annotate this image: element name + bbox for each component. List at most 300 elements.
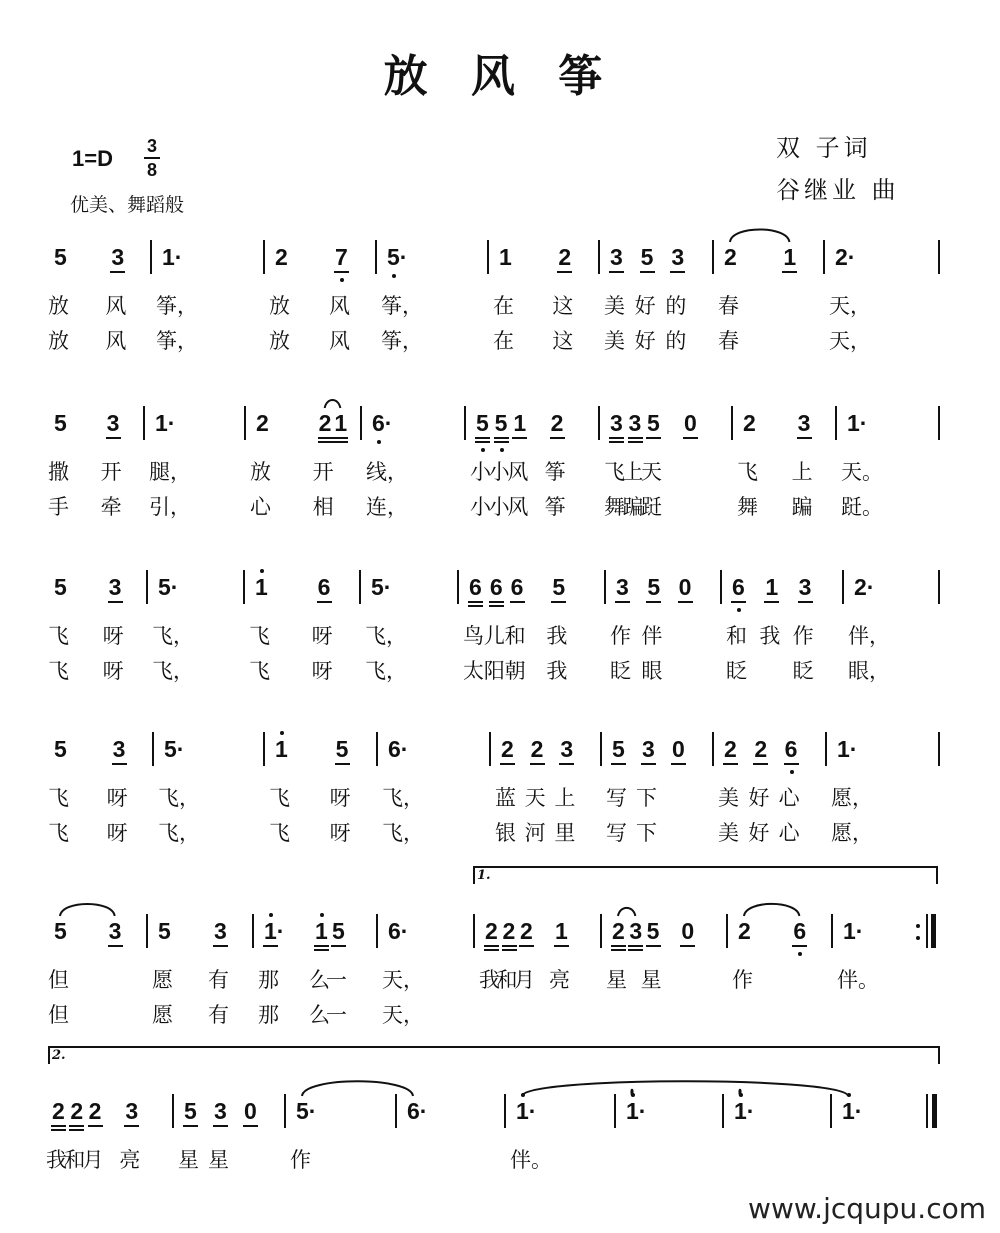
note-number: 1 — [275, 736, 288, 762]
note-digit — [798, 410, 811, 436]
note-number: 5 — [54, 736, 67, 762]
repeat-barline-thin — [926, 914, 928, 948]
note-digit — [612, 736, 625, 762]
lyric-1: 上 — [791, 460, 813, 484]
lyric-2: 阳 — [483, 659, 505, 683]
high-octave-dot — [631, 1093, 635, 1097]
lyric-2: 跹。 — [841, 495, 883, 519]
note-number: 1 — [555, 918, 568, 944]
barline — [938, 732, 940, 766]
note-number: 5 — [387, 244, 400, 270]
note-digit — [214, 1098, 227, 1124]
augmentation-dot: · — [384, 410, 393, 436]
note-digit — [551, 410, 564, 436]
underline — [512, 437, 527, 439]
lyric-2: 筝， — [156, 329, 198, 353]
high-octave-dot — [521, 1093, 525, 1097]
repeat-dot — [916, 936, 920, 940]
lyric-1: 飞 — [737, 460, 758, 484]
note-number: 2 — [52, 1098, 65, 1124]
lyric-2: 蹁 — [791, 495, 813, 519]
composer-credit: 谷继业 曲 — [776, 176, 900, 204]
underline — [557, 271, 572, 273]
note-number: 6 — [407, 1098, 420, 1124]
lyric-2: 心 — [250, 495, 271, 519]
underline — [646, 945, 661, 947]
barline — [152, 732, 154, 766]
lyric-1: 在 — [493, 294, 514, 318]
underline — [314, 945, 329, 947]
note-number: 3 — [125, 1098, 139, 1124]
barline — [395, 1094, 397, 1128]
underline — [489, 601, 504, 603]
note-number: 5 — [296, 1098, 309, 1124]
lyric-2: 小 — [470, 495, 491, 519]
lyric-1: 作 — [610, 624, 631, 648]
slur-arc — [618, 908, 635, 916]
slur-arc — [60, 904, 115, 916]
lyric-2: 下 — [636, 821, 657, 845]
lyric-1: 放 — [250, 460, 271, 484]
lyric-1: 筝 — [544, 460, 566, 484]
lyric-1: 伴 — [641, 624, 663, 648]
underline — [500, 763, 515, 765]
note-digit — [743, 410, 756, 436]
underline — [628, 437, 643, 439]
note-number: 3 — [629, 918, 643, 944]
barline — [938, 240, 940, 274]
barline — [284, 1094, 286, 1128]
low-octave-dot — [481, 448, 485, 452]
note-number: 5 — [158, 918, 171, 944]
note-number: 5 — [332, 918, 345, 944]
lyric-1: 放 — [48, 294, 69, 318]
underline — [797, 437, 812, 439]
augmentation-dot: · — [419, 1098, 428, 1124]
high-octave-dot — [847, 1093, 851, 1097]
note-number: 2 — [854, 574, 867, 600]
note-number: 2 — [835, 244, 848, 270]
note-digit — [256, 410, 269, 436]
note-number: 1 — [765, 574, 779, 600]
underline — [333, 437, 348, 439]
lyric-1: 伴。 — [510, 1148, 552, 1172]
lyric-1: 好 — [748, 786, 770, 810]
lyric-2: 舞 — [604, 495, 625, 519]
note-digit — [184, 1098, 197, 1124]
note-number: 1 — [734, 1098, 747, 1124]
note-number: 5 — [494, 410, 508, 436]
note-number: 0 — [678, 574, 692, 600]
barline — [823, 240, 825, 274]
augmentation-dot: · — [638, 1098, 647, 1124]
note-digit — [387, 244, 407, 270]
note-number: 6 — [372, 410, 385, 436]
lyric-1: 和 — [504, 624, 526, 648]
augmentation-dot: · — [174, 244, 183, 270]
lyric-2: 眼， — [848, 659, 890, 683]
note-number: 1 — [843, 918, 856, 944]
barline — [938, 570, 940, 604]
note-number: 2 — [724, 736, 737, 762]
underline — [551, 601, 566, 603]
underline — [530, 763, 545, 765]
lyric-1: 作 — [732, 968, 753, 992]
note-digit — [490, 574, 503, 600]
note-number: 1 — [847, 410, 860, 436]
barline — [376, 914, 378, 948]
note-digit — [516, 1098, 536, 1124]
lyric-2: 呀 — [106, 821, 128, 845]
lyric-1: 下 — [636, 786, 657, 810]
lyric-2: 飞， — [158, 821, 200, 845]
song-title: 放 风 筝 — [383, 51, 617, 102]
lyric-2: 呀 — [102, 659, 124, 683]
lyric-2: 河 — [524, 821, 546, 845]
barline — [375, 240, 377, 274]
augmentation-dot: · — [399, 244, 408, 270]
note-number: 2 — [724, 244, 737, 270]
lyric-2: 银 — [495, 821, 516, 845]
underline — [683, 437, 698, 439]
note-digit — [109, 574, 122, 600]
lyric-1: 风 — [105, 294, 127, 318]
note-digit — [681, 918, 694, 944]
underline — [88, 1125, 103, 1127]
note-number: 1 — [255, 574, 268, 600]
lyric-1: 亮 — [549, 968, 570, 992]
barline — [146, 570, 148, 604]
note-number: 5 — [54, 410, 67, 436]
high-octave-dot — [320, 913, 324, 917]
underline — [489, 605, 504, 607]
lyric-1: 作 — [290, 1148, 311, 1172]
note-digit — [54, 918, 67, 944]
note-number: 0 — [681, 918, 695, 944]
note-number: 2 — [256, 410, 269, 436]
barline — [614, 1094, 616, 1128]
underline — [263, 945, 278, 947]
note-number: 3 — [111, 244, 125, 270]
augmentation-dot: · — [167, 410, 176, 436]
note-digit — [318, 574, 331, 600]
underline — [671, 763, 686, 765]
note-number: 3 — [610, 244, 623, 270]
barline — [376, 732, 378, 766]
final-barline-thick — [932, 1094, 937, 1128]
high-octave-dot — [280, 731, 284, 735]
underline — [798, 601, 813, 603]
underline — [110, 271, 125, 273]
augmentation-dot: · — [855, 918, 864, 944]
augmentation-dot: · — [276, 918, 285, 944]
lyric-1: 亮 — [119, 1148, 141, 1172]
note-digit — [503, 918, 516, 944]
lyric-1: 愿， — [831, 786, 873, 810]
barline — [938, 406, 940, 440]
lyric-2: 飞 — [269, 821, 290, 845]
lyric-2: 美 — [604, 329, 625, 353]
note-digit — [616, 574, 629, 600]
underline — [112, 763, 127, 765]
note-digit — [555, 918, 568, 944]
lyric-1: 开 — [100, 460, 122, 484]
note-number: 2 — [502, 918, 516, 944]
underline — [51, 1129, 66, 1131]
note-digit — [155, 410, 175, 436]
note-digit — [612, 918, 625, 944]
note-number: 0 — [672, 736, 685, 762]
barline — [150, 240, 152, 274]
lyric-1: 飞 — [48, 624, 69, 648]
augmentation-dot: · — [383, 574, 392, 600]
note-number: 2 — [612, 918, 625, 944]
lyric-2: 眨 — [792, 659, 814, 683]
note-digit — [647, 410, 660, 436]
note-number: 6 — [489, 574, 503, 600]
note-digit — [513, 410, 526, 436]
lyric-2: 但 — [48, 1003, 69, 1027]
barline — [172, 1094, 174, 1128]
barline — [457, 570, 459, 604]
lyric-1: 和 — [496, 968, 518, 992]
note-digit — [642, 736, 655, 762]
lyric-1: 的 — [665, 294, 687, 318]
note-digit — [255, 574, 268, 600]
note-digit — [54, 574, 67, 600]
underline — [475, 437, 490, 439]
augmentation-dot: · — [849, 736, 858, 762]
augmentation-dot: · — [866, 574, 875, 600]
note-number: 1 — [155, 410, 168, 436]
underline — [335, 763, 350, 765]
note-number: 5 — [164, 736, 177, 762]
note-digit — [52, 1098, 65, 1124]
note-digit — [560, 736, 573, 762]
underline — [317, 601, 332, 603]
note-digit — [754, 736, 767, 762]
note-number: 6 — [317, 574, 331, 600]
barline — [146, 914, 148, 948]
time-denominator: 8 — [146, 160, 157, 180]
note-digit — [647, 918, 660, 944]
note-number: 1 — [315, 918, 328, 944]
note-number: 2 — [550, 410, 564, 436]
underline — [314, 949, 329, 951]
barline — [489, 732, 491, 766]
note-number: 2 — [275, 244, 288, 270]
note-digit — [111, 244, 124, 270]
lyric-1: 和 — [64, 1148, 86, 1172]
note-number: 3 — [797, 410, 811, 436]
note-number: 5 — [647, 410, 660, 436]
note-digit — [319, 410, 332, 436]
note-digit — [214, 918, 227, 944]
lyric-1: 好 — [634, 294, 656, 318]
augmentation-dot: · — [308, 1098, 317, 1124]
lyric-1: 这 — [552, 294, 574, 318]
slur-arc — [522, 1081, 848, 1096]
lyric-1: 飞 — [249, 624, 270, 648]
note-digit — [162, 244, 182, 270]
slur-arc — [730, 229, 789, 242]
augmentation-dot: · — [400, 918, 409, 944]
lyric-2: 天， — [382, 1003, 424, 1027]
lyric-1: 筝， — [156, 294, 198, 318]
note-number: 3 — [214, 1098, 227, 1124]
underline — [609, 437, 624, 439]
lyric-1: 腿， — [149, 460, 191, 484]
lyric-1: 伴， — [848, 624, 890, 648]
low-octave-dot — [392, 274, 396, 278]
note-number: 2 — [738, 918, 751, 944]
note-number: 5 — [335, 736, 349, 762]
note-digit — [109, 918, 122, 944]
note-digit — [244, 1098, 257, 1124]
note-number: 3 — [214, 918, 227, 944]
lyric-2: 飞， — [382, 821, 424, 845]
note-number: 1 — [499, 244, 512, 270]
note-digit — [765, 574, 778, 600]
note-number: 1 — [334, 410, 348, 436]
lyric-2: 筝 — [544, 495, 566, 519]
lyric-1: 但 — [48, 968, 69, 992]
barline — [243, 570, 245, 604]
underline — [502, 945, 517, 947]
lyric-1: 鸟 — [463, 624, 484, 648]
barline — [825, 732, 827, 766]
underline — [723, 763, 738, 765]
lyric-2: 好 — [634, 329, 656, 353]
low-octave-dot — [798, 952, 802, 956]
lyric-1: 伴。 — [837, 968, 879, 992]
barline — [244, 406, 246, 440]
lyric-1: 放 — [269, 294, 290, 318]
lyric-2: 连， — [366, 495, 408, 519]
note-digit — [734, 1098, 754, 1124]
underline — [628, 945, 643, 947]
lyric-2: 呀 — [311, 659, 333, 683]
note-number: 2 — [318, 410, 332, 436]
lyric-1: 月 — [514, 968, 535, 992]
note-number: 6 — [469, 574, 482, 600]
lyric-1: 飞， — [365, 624, 407, 648]
lyric-1: 和 — [726, 624, 747, 648]
note-number: 3 — [560, 736, 574, 762]
barline — [731, 406, 733, 440]
underline — [731, 601, 746, 603]
note-digit — [54, 410, 67, 436]
note-digit — [495, 410, 508, 436]
underline — [519, 945, 534, 947]
underline — [318, 437, 333, 439]
underline — [468, 605, 483, 607]
note-number: 7 — [335, 244, 348, 270]
note-digit — [334, 410, 347, 436]
note-digit — [388, 736, 408, 762]
note-digit — [724, 244, 737, 270]
note-digit — [158, 918, 171, 944]
note-digit — [843, 918, 863, 944]
note-digit — [54, 736, 67, 762]
note-number: 3 — [628, 410, 642, 436]
barline — [263, 240, 265, 274]
note-number: 2 — [520, 918, 533, 944]
note-digit — [164, 736, 184, 762]
note-digit — [372, 410, 392, 436]
barline — [598, 406, 600, 440]
note-number: 5 — [54, 244, 67, 270]
lyric-2: 牵 — [100, 495, 122, 519]
note-digit — [158, 574, 178, 600]
lyric-2: 相 — [312, 495, 334, 519]
time-numerator: 3 — [146, 136, 157, 156]
note-number: 2 — [88, 1098, 102, 1124]
note-number: 1 — [516, 1098, 529, 1124]
tempo-marking: 优美、舞蹈般 — [70, 194, 185, 216]
underline — [628, 949, 643, 951]
slur-arc — [325, 400, 341, 408]
lyric-1: 我 — [546, 624, 568, 648]
barline — [600, 732, 602, 766]
volta-bracket — [473, 866, 938, 884]
underline — [792, 945, 807, 947]
underline — [641, 763, 656, 765]
note-number: 1 — [264, 918, 277, 944]
lyric-1: 上 — [554, 786, 576, 810]
note-number: 2 — [530, 736, 544, 762]
note-number: 3 — [671, 244, 685, 270]
note-digit — [847, 410, 867, 436]
note-number: 5 — [184, 1098, 197, 1124]
barline — [722, 1094, 724, 1128]
note-digit — [531, 736, 544, 762]
low-octave-dot — [500, 448, 504, 452]
note-number: 3 — [112, 736, 126, 762]
lyric-1: 飞 — [269, 786, 290, 810]
note-number: 1 — [626, 1098, 639, 1124]
lyric-2: 太 — [463, 659, 484, 683]
note-digit — [371, 574, 391, 600]
lyric-2: 么 — [309, 1003, 330, 1027]
underline — [611, 763, 626, 765]
lyric-1: 心 — [778, 786, 800, 810]
lyric-2: 飞 — [48, 659, 69, 683]
lyric-2: 放 — [269, 329, 290, 353]
low-octave-dot — [340, 278, 344, 282]
note-digit — [629, 410, 642, 436]
note-number: 1 — [783, 244, 797, 270]
barline — [359, 570, 361, 604]
lyric-2: 飞， — [365, 659, 407, 683]
note-digit — [501, 736, 514, 762]
note-digit — [476, 410, 489, 436]
note-digit — [610, 410, 623, 436]
volta-label: 2. — [52, 1048, 66, 1063]
note-number: 1 — [842, 1098, 855, 1124]
note-digit — [469, 574, 482, 600]
underline — [609, 271, 624, 273]
underline — [51, 1125, 66, 1127]
high-octave-dot — [269, 913, 273, 917]
lyric-1: 我 — [759, 624, 781, 648]
lyric-2: 眨 — [726, 659, 747, 683]
note-number: 1 — [837, 736, 850, 762]
note-number: 5 — [54, 574, 67, 600]
lyric-2: 好 — [748, 821, 770, 845]
lyric-1: 蓝 — [495, 786, 516, 810]
underline — [213, 945, 228, 947]
